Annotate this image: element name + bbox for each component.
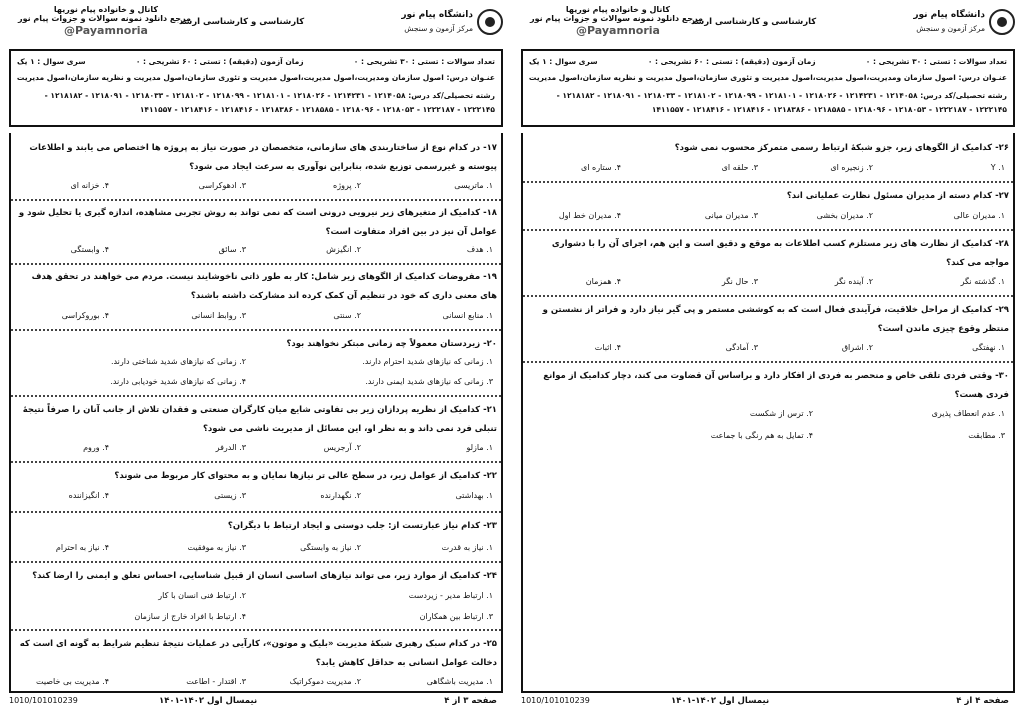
option-4[interactable]: ۴. انگیزاننده (68, 491, 109, 500)
question-26 (529, 139, 1009, 158)
page-number: صفحه ۴ از ۴ (956, 696, 1009, 706)
question-25 (17, 635, 497, 673)
center-name: مرکز آزمون و سنجش (404, 24, 473, 33)
option-3[interactable]: ۳. ادهوکراسی (198, 181, 246, 190)
university-name: دانشگاه پیام نور (913, 10, 985, 20)
question-text: ۲۰- زیردستان معمولاً چه زمانی مبتکر نخواهند بود؟ (286, 339, 497, 349)
option-1[interactable]: ۱. بهداشتی (455, 491, 493, 500)
promo-line-1: کانال و خانواده پیام نوریها (53, 5, 159, 14)
course-title: عنـوان درس: اصول سازمان ومدیریت،اصول مدیریت،اصول مدیریت و تئوری سازمان،اصول مدیریت و نظریه سازمان،اصول مدیریت (17, 73, 495, 82)
semester: نیمسال اول ۱۴۰۲-۱۴۰۱ (671, 696, 770, 706)
page-number: صفحه ۳ از ۴ (444, 696, 497, 706)
question-text: ۲۳- کدام نیاز عبارتست از: جلب دوستی و ایجاد ارتباط با دیگران؟ (227, 521, 497, 531)
question-20 (17, 335, 497, 354)
promo-watermark (18, 3, 191, 43)
promo-handle: @Payamnoria (576, 24, 660, 37)
course-title: عنـوان درس: اصول سازمان ومدیریت،اصول مدیریت،اصول مدیریت و تئوری سازمان،اصول مدیریت و نظریه سازمان،اصول مدیریت (529, 73, 1007, 82)
option-1[interactable]: ۱. زمانی که نیازهای شدید احترام دارند. (362, 357, 493, 366)
option-3[interactable]: ۳. ارتباط بین همکاران (419, 612, 493, 621)
option-2[interactable]: ۲. زمانی که نیازهای شدید شناختی دارند. (110, 357, 246, 366)
exam-code: 1010/101010239 (9, 696, 78, 705)
question-24 (17, 567, 497, 586)
divider (523, 295, 1013, 297)
page-footer (9, 691, 503, 711)
question-22 (17, 467, 497, 486)
exam-page-3 (3, 3, 509, 711)
question-29 (529, 301, 1009, 339)
page-topbar (515, 3, 1021, 43)
university-seal-icon (989, 9, 1015, 35)
question-21 (17, 401, 497, 439)
exam-time: زمان آزمون (دقیقه) : تستی : ۶۰ تشریحی : ۰ (135, 57, 304, 66)
questions-area (9, 133, 503, 691)
exam-kind: کارشناسی و کارشناسی ارشد (179, 17, 305, 27)
header-row-1 (529, 57, 1007, 66)
option-2[interactable]: ۲. نگهدارنده (320, 491, 361, 500)
question-30 (529, 367, 1009, 405)
university-logo (875, 7, 1015, 41)
option-1[interactable]: ۱. منابع انسانی (442, 311, 493, 320)
question-text: ۲۶- کدامیک از الگوهای زیر، جزو شبکهٔ ارتباط رسمی متمرکز محسوب نمی شود؟ (674, 143, 1009, 153)
field-codes: رشته تحصیلی/کد درس: ۱۲۱۴۰۵۸ - ۱۲۱۴۲۳۱ - ۱۲۱۸۰۲۶ - ۱۲۱۸۱۰۱ - ۱۲۱۸۰۹۹ - ۱۲۱۸۱۰۲ - ۱۲۱۸۰۳۳ - ۱۲۱۸۰۹۱ - ۱۲۱۸۱۸۲ - ۱۲۲۲۱۴۵ - ۱۲۲۲۱۸۷ - ۱۲۱۸۰۵۳ - ۱۲۱۸۰۹۶ - ۱۲۱۸۵۸۵ - ۱۲۱۸۳۸۶ - ۱۲۱۸۴۱۶ - ۱۲۱۸۴۱۶ - ۱۴۱۱۵۵۷ (556, 91, 1007, 114)
option-4[interactable]: ۴. مدیریت بی خاصیت (35, 677, 109, 686)
question-23 (17, 517, 497, 536)
page-topbar (3, 3, 509, 43)
divider (11, 461, 501, 463)
option-3[interactable]: ۳. سائق (218, 245, 246, 254)
option-1[interactable]: ۱. Y (990, 163, 1005, 172)
option-4[interactable]: ۴. ارتباط با افراد خارج از سازمان (134, 612, 246, 621)
divider (11, 263, 501, 265)
exam-code: 1010/101010239 (521, 696, 590, 705)
option-1[interactable]: ۱. ارتباط مدیر - زیردست (408, 591, 493, 600)
question-17 (17, 139, 497, 177)
question-count: تعداد سوالات : تستی : ۳۰ تشریحی : ۰ (353, 57, 495, 66)
question-text: ۲۸- کدامیک از نظارت های زیر مستلزم کسب اطلاعات به موقع و دقیق است و این هم، اجرای آن را با دشواری مواجه می کند؟ (551, 239, 1009, 268)
option-3[interactable]: ۳. اقتدار - اطاعت (186, 677, 246, 686)
option-3[interactable]: ۳. روابط انسانی (191, 311, 246, 320)
divider (11, 329, 501, 331)
option-2[interactable]: ۲. نیاز به وابستگی (300, 543, 361, 552)
option-2[interactable]: ۲. سنتی (333, 311, 361, 320)
option-2[interactable]: ۲. اشراق (841, 343, 873, 352)
divider (523, 181, 1013, 183)
option-4[interactable]: ۴. زمانی که نیازهای شدید خودیابی دارند. (110, 377, 246, 386)
question-text: ۲۵- در کدام سبک رهبری شبکهٔ مدیریت «بلیک و موتون»، کارآیی در عملیات نتیجهٔ تنظیم شرایط به گونه ای است که دخالت عوامل انسانی به حداقل کاهش یابد؟ (19, 639, 497, 668)
option-1[interactable]: ۱. هدف (466, 245, 493, 254)
question-text: ۲۹- کدامیک از مراحل خلاقیت، فرآیندی فعال است که به کوششی مستمر و پی گیر نیاز دارد و فراتر از نشستن و منتظر وقوع چیزی ماندن است؟ (542, 305, 1009, 334)
option-4[interactable]: ۴. وروم (83, 443, 109, 452)
divider (11, 629, 501, 631)
option-3[interactable]: ۳. نیاز به موفقیت (187, 543, 246, 552)
option-4[interactable]: ۴. بوروکراسی (61, 311, 109, 320)
question-27 (529, 187, 1009, 206)
promo-line-1: کانال و خانواده پیام نوریها (565, 5, 671, 14)
option-2[interactable]: ۲. مدیریت دموکراتیک (289, 677, 361, 686)
field-codes: رشته تحصیلی/کد درس: ۱۲۱۴۰۵۸ - ۱۲۱۴۲۳۱ - ۱۲۱۸۰۲۶ - ۱۲۱۸۱۰۱ - ۱۲۱۸۰۹۹ - ۱۲۱۸۱۰۲ - ۱۲۱۸۰۳۳ - ۱۲۱۸۰۹۱ - ۱۲۱۸۱۸۲ - ۱۲۲۲۱۴۵ - ۱۲۲۲۱۸۷ - ۱۲۱۸۰۵۳ - ۱۲۱۸۰۹۶ - ۱۲۱۸۵۸۵ - ۱۲۱۸۳۸۶ - ۱۲۱۸۴۱۶ - ۱۲۱۸۴۱۶ - ۱۴۱۱۵۵۷ (44, 91, 495, 114)
question-text: ۳۰- وقتی فردی تلقی خاص و منحصر به فردی از افکار دارد و براساس آن قضاوت می کند، دچار کدامیک از موانع فردی هست؟ (543, 371, 1009, 400)
divider (523, 229, 1013, 231)
questions-area (521, 133, 1015, 691)
question-text: ۱۸- کدامیک از متغیرهای زیر نیرویی درونی است که نمی تواند به روش تجربی مشاهده، اندازه گیری یا تحلیل شود و عوامل آن نیز در بین افراد متفاوت است؟ (18, 208, 497, 237)
option-1[interactable]: ۱. مازلو (466, 443, 493, 452)
option-3[interactable]: ۳. حلقه ای (721, 163, 758, 172)
option-1[interactable]: ۱. نهفتگی (972, 343, 1005, 352)
option-4[interactable]: ۴. نیاز به احترام (55, 543, 109, 552)
option-1[interactable]: ۱. ماتریسی (454, 181, 493, 190)
university-logo (363, 7, 503, 41)
promo-line-2: مرجع دانلود نمونه سوالات و جزوات پیام نور (530, 14, 703, 23)
question-text: ۱۹- مفروضات کدامیک از الگوهای زیر شامل: کار به طور ذاتی ناخوشایند نیست. مردم می خواهند در تحقق هدف های معنی داری که خود در تنظیم آن کمک کرده اند مشارکت داشته باشند؟ (31, 272, 497, 301)
promo-line-2: مرجع دانلود نمونه سوالات و جزوات پیام نور (18, 14, 191, 23)
university-name: دانشگاه پیام نور (401, 10, 473, 20)
divider (11, 395, 501, 397)
page-footer (521, 691, 1015, 711)
option-4[interactable]: ۴. همزمان (585, 277, 621, 286)
option-2[interactable]: ۲. پروژه (333, 181, 361, 190)
option-4[interactable]: ۴. خزانه ای (70, 181, 109, 190)
exam-header (521, 49, 1015, 127)
option-1[interactable]: ۱. نیاز به قدرت (441, 543, 493, 552)
divider (523, 361, 1013, 363)
option-4[interactable]: ۴. وابستگی (70, 245, 109, 254)
option-1[interactable]: ۱. مدیریت باشگاهی (426, 677, 493, 686)
question-text: ۲۴- کدامیک از موارد زیر، می تواند نیازهای اساسی انسان از قبیل شناسایی، احساس تعلق و ایمنی را ارضا کند؟ (32, 571, 497, 581)
option-1[interactable]: ۱. گذشته نگر (960, 277, 1005, 286)
option-4[interactable]: ۴. تمایل به هم رنگی با جماعت (710, 431, 813, 440)
option-3[interactable]: ۳. مدیران میانی (704, 211, 758, 220)
question-19 (17, 268, 497, 306)
exam-page-4 (515, 3, 1021, 711)
option-2[interactable]: ۲. ترس از شکست (749, 409, 813, 418)
option-1[interactable]: ۱. عدم انعطاف پذیری (931, 409, 1005, 418)
university-seal-icon (477, 9, 503, 35)
option-3[interactable]: ۳. زیستی (214, 491, 246, 500)
center-name: مرکز آزمون و سنجش (916, 24, 985, 33)
option-1[interactable]: ۱. مدیران عالی (953, 211, 1005, 220)
option-4[interactable]: ۴. مدیران خط اول (558, 211, 621, 220)
question-text: ۱۷- در کدام نوع از ساختاربندی های سازمانی، متخصصان در صورت نیاز به پروژه ها اختصاص می یابند و اطلاعات پیوسته و غیررسمی توزیع شده، بنابراین نوآوری به سرعت ایجاد می شود؟ (29, 143, 497, 172)
question-18 (17, 204, 497, 242)
option-4[interactable]: ۴. ستاره ای (580, 163, 621, 172)
option-2[interactable]: ۲. آرجریس (323, 443, 361, 452)
option-2[interactable]: ۲. ارتباط فنی انسان با کار (158, 591, 246, 600)
divider (11, 561, 501, 563)
divider (11, 511, 501, 513)
question-text: ۲۲- کدامیک از عوامل زیر، در سطح عالی تر نیازها نمایان و به محتوای کار مربوط می شوند؟ (114, 471, 497, 481)
series-number: سری سوال : ۱ یک (17, 57, 86, 66)
option-2[interactable]: ۲. انگیزش (326, 245, 361, 254)
question-28 (529, 235, 1009, 273)
option-4[interactable]: ۴. اثبات (594, 343, 621, 352)
question-text: ۲۷- کدام دسته از مدیران مسئول نظارت عملیاتی اند؟ (786, 191, 1009, 201)
promo-watermark (530, 3, 703, 43)
question-count: تعداد سوالات : تستی : ۳۰ تشریحی : ۰ (865, 57, 1007, 66)
header-row-1 (17, 57, 495, 66)
option-3[interactable]: ۳. مطابقت (968, 431, 1005, 440)
promo-handle: @Payamnoria (64, 24, 148, 37)
option-2[interactable]: ۲. زنجیره ای (830, 163, 873, 172)
exam-kind: کارشناسی و کارشناسی ارشد (691, 17, 817, 27)
divider (11, 199, 501, 201)
option-2[interactable]: ۲. آینده نگر (834, 277, 873, 286)
option-3[interactable]: ۳. آمادگی (725, 343, 758, 352)
option-2[interactable]: ۲. مدیران بخشی (816, 211, 873, 220)
question-text: ۲۱- کدامیک از نظریه پردازان زیر بی تفاوتی شایع میان کارگران صنعتی و فقدان تلاش از جانب آنان را صرفاً نتیجهٔ تنبلی فرد نمی داند و به نظر او، این مسائل از مدیریت ناشی می شود؟ (22, 405, 497, 434)
exam-time: زمان آزمون (دقیقه) : تستی : ۶۰ تشریحی : ۰ (647, 57, 816, 66)
option-3[interactable]: ۳. الدرفر (215, 443, 246, 452)
exam-header (9, 49, 503, 127)
semester: نیمسال اول ۱۴۰۲-۱۴۰۱ (159, 696, 258, 706)
option-3[interactable]: ۳. زمانی که نیازهای شدید ایمنی دارند. (365, 377, 493, 386)
series-number: سری سوال : ۱ یک (529, 57, 598, 66)
option-3[interactable]: ۳. حال نگر (721, 277, 758, 286)
